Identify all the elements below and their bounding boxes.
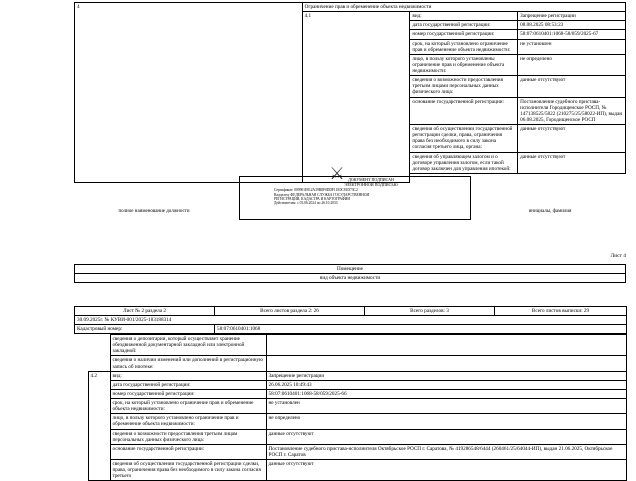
signature-block bbox=[74, 164, 626, 220]
electronic-signature-stamp bbox=[239, 176, 471, 220]
spacer-cell bbox=[88, 335, 110, 356]
table-row bbox=[75, 307, 627, 316]
signature-position-caption: полное наименование должности bbox=[118, 209, 190, 214]
row-label: основание государственной регистрации: bbox=[110, 444, 266, 459]
entry-number-cell: 4.2 bbox=[88, 371, 110, 481]
stamp-line-valid: Действителен: с 03.06.2024 по 26.10.2033 bbox=[274, 201, 338, 206]
row-label: срок, на который установлено ограничение прав и обременение объекта недвижимости: bbox=[410, 39, 518, 54]
row-label: дата государственной регистрации: bbox=[410, 21, 518, 30]
spacer-cell bbox=[74, 371, 88, 481]
total-sheets-extract: Всего листов выписки: 29 bbox=[495, 307, 627, 316]
row-value: не определено bbox=[266, 414, 626, 429]
stamp-line-certificate: Сертификат: 009901E812A39B8F0DDF11E0C81D73C2 bbox=[274, 188, 358, 193]
row-label: сведения об управляющем залогом и о договоре управления залогом, если такой договор заключен для управления ипотекой: bbox=[410, 152, 518, 173]
table-row bbox=[74, 335, 626, 356]
row-value: не установлен bbox=[518, 39, 626, 54]
row-value: данные отсутствуют bbox=[266, 460, 626, 481]
row-label: сведения об осуществлении государственной регистрации сделки, права, ограничения права без необходимого в силу закона согласия третьего лица, органа: bbox=[410, 125, 518, 153]
row-label: дата государственной регистрации: bbox=[110, 380, 266, 389]
cadastral-number-value: 58:07:0610401:1068 bbox=[215, 325, 627, 334]
row-label: лицо, в пользу которого установлено ограничение прав и обременение объекта недвижимости: bbox=[110, 414, 266, 429]
table-row bbox=[74, 429, 626, 444]
spacer-cell bbox=[88, 356, 110, 371]
stamp-line-owner: Владелец: ФЕДЕРАЛЬНАЯ СЛУЖБА ГОСУДАРСТВЕННОЙ bbox=[274, 192, 370, 197]
row-value: 08.08.2025 08:53:23 bbox=[518, 21, 626, 30]
total-sections: Всего разделов: 3 bbox=[365, 307, 495, 316]
row-label: вид: bbox=[110, 371, 266, 380]
row-value: 58:07:0610401:1068-58/059/2025-66 bbox=[266, 389, 626, 398]
table-row bbox=[74, 356, 626, 371]
spacer-cell bbox=[74, 356, 88, 371]
row-value: данные отсутствуют bbox=[518, 152, 626, 173]
row-label: вид: bbox=[410, 12, 518, 21]
section-number-cell: 4 bbox=[75, 3, 303, 183]
sheet-of-section: Лист № 2 раздела 2 bbox=[75, 307, 215, 316]
row-value: данные отсутствуют bbox=[518, 76, 626, 97]
row-label: основание государственной регистрации: bbox=[410, 97, 518, 125]
row-value: данные отсутствуют bbox=[266, 429, 626, 444]
row-label: сведения об осуществлении государственной регистрации сделки, права, ограничения права без необходимого в силу закона согласия третьего bbox=[110, 460, 266, 481]
row-value: Запрещение регистрации bbox=[266, 371, 626, 380]
table-row bbox=[75, 3, 626, 12]
stamp-title: ДОКУМЕНТ ПОДПИСАН ЭЛЕКТРОННОЙ ПОДПИСЬЮ bbox=[344, 177, 398, 187]
row-value: Постановление судебного пристава-исполнителя Городищенское РОСП, № 147138525/5822 (210275/25/58022-ИП), выдан 06.08.2025, Городищенское РОСП bbox=[518, 97, 626, 125]
table-row bbox=[74, 371, 626, 380]
extract-date-number: 30.09.2025г. № КУВИ-001/2025-183188314 bbox=[75, 316, 627, 325]
meta-table bbox=[74, 306, 627, 334]
restrictions-table-part2 bbox=[74, 334, 627, 481]
row-label: срок, на который установлено ограничение прав и обременение объекта недвижимости: bbox=[110, 399, 266, 414]
row-value: 58:07:0610401:1068-58/059/2025-67 bbox=[518, 30, 626, 39]
emblem-icon: ⚔ bbox=[329, 164, 345, 183]
row-value: данные отсутствуют bbox=[518, 125, 626, 153]
table-row bbox=[75, 316, 627, 325]
total-sheets-section: Всего листов раздела 2: 26 bbox=[215, 307, 365, 316]
row-label: сведения о возможности предоставления третьим лицами персональных данных физического лица: bbox=[410, 76, 518, 97]
row-value: 26.06.2025 10:49:43 bbox=[266, 380, 626, 389]
object-type-header-table bbox=[74, 264, 626, 283]
table-row bbox=[74, 414, 626, 429]
table-row bbox=[74, 460, 626, 481]
row-value: Запрещение регистрации bbox=[518, 12, 626, 21]
cadastral-number-label: Кадастровый номер: bbox=[75, 325, 215, 334]
row-label: сведения о возможности предоставления третьим лицам персональных данных физического лица: bbox=[110, 429, 266, 444]
table-row bbox=[74, 380, 626, 389]
table-row bbox=[75, 265, 626, 274]
extract-meta-block bbox=[74, 306, 626, 334]
restrictions-table-part1 bbox=[74, 2, 626, 183]
table-row bbox=[75, 325, 627, 334]
object-type-title: Помещение bbox=[75, 265, 626, 274]
row-value bbox=[266, 356, 626, 371]
row-label: сведения о депозитарии, который осуществляет хранение обездвиженной документарной закладной или электронной закладной: bbox=[110, 335, 266, 356]
table-row bbox=[74, 444, 626, 459]
row-label: лицо, в пользу которого установлены ограничение прав и обременение объекта недвижимости: bbox=[410, 54, 518, 75]
row-label: сведения о наличии изменений или дополнений в регистрационную запись об ипотеке: bbox=[110, 356, 266, 371]
row-value: Постановление судебного пристава-исполнителя Октябрьское РОСП г. Саратова, № 419286548/6444 (260461/25/64044-ИП), выдан 21.06.2025, Октябрьское РОСП г. Саратов bbox=[266, 444, 626, 459]
section-title-cell: Ограничение прав и обременение объекта недвижимости bbox=[302, 3, 625, 12]
row-label: номер государственной регистрации: bbox=[410, 30, 518, 39]
spacer-cell bbox=[74, 335, 88, 356]
table-row bbox=[75, 274, 626, 283]
row-value: не определено bbox=[518, 54, 626, 75]
object-type-subtitle: вид объекта недвижимости bbox=[75, 274, 626, 283]
table-row bbox=[74, 399, 626, 414]
stamp-line-owner-2: РЕГИСТРАЦИИ, КАДАСТРА И КАРТОГРАФИИ bbox=[274, 197, 350, 201]
row-label: номер государственной регистрации: bbox=[110, 389, 266, 398]
row-value bbox=[266, 335, 626, 356]
signature-name-caption: инициалы, фамилия bbox=[528, 209, 572, 214]
table-row bbox=[74, 389, 626, 398]
row-value: не установлен bbox=[266, 399, 626, 414]
entry-number-cell: 4.1 bbox=[302, 12, 410, 182]
sheet-label: Лист 4 bbox=[610, 253, 626, 259]
